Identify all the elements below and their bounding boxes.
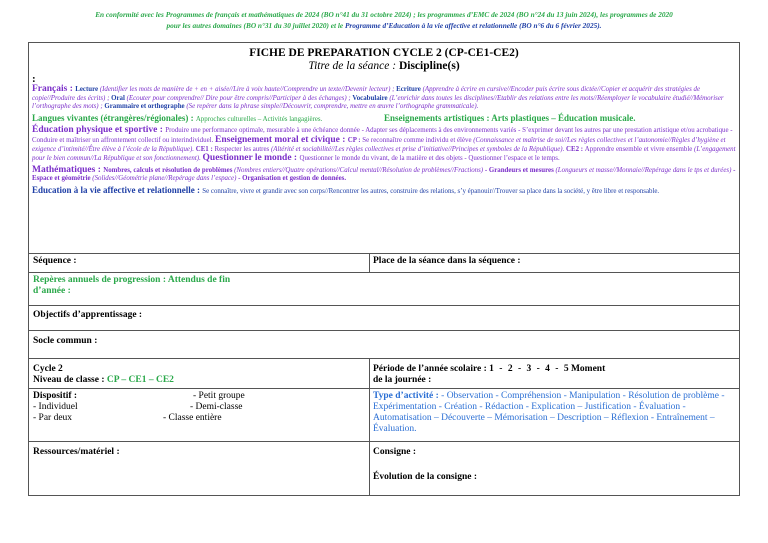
- sequence-field[interactable]: Séquence :: [33, 256, 77, 266]
- oral-label: Oral: [111, 94, 127, 102]
- oral-text: (Ecouter pour comprendre// Dire pour être compris//Participer à des échanges) ;: [126, 94, 353, 102]
- niveau-value: CP – CE1 – CE2: [106, 375, 174, 385]
- moment-label: Moment: [568, 364, 606, 374]
- grammaire-text: (Se repérer dans la phrase simple//Découvrir, comprendre, mettre en œuvre l’orthographe grammaticale).: [186, 103, 479, 111]
- socle-field[interactable]: Socle commun :: [33, 336, 98, 346]
- grammaire-label: Grammaire et orthographe: [104, 103, 187, 111]
- maths-nombres: Nombres, calculs et résolution de problèmes: [103, 166, 235, 174]
- row-ressources: [29, 441, 739, 496]
- consigne-label: Consigne :: [373, 447, 417, 457]
- maths-nombres-detail: (Nombres entiers//Quatre opérations//Calcul mental//Résolution de problèmes//Fractions): [234, 166, 484, 174]
- maths-paragraph: [32, 166, 736, 184]
- monde-text: Questionner le monde du vivant, de la matière et des objets - Questionner l’espace et le temps.: [299, 155, 560, 163]
- maths-espace: - Espace et géométrie: [32, 166, 736, 183]
- header-note-line2: pour les autres domaines (BO n°31 du 30 juillet 2020) et le: [166, 20, 345, 30]
- evar-paragraph: [32, 186, 736, 197]
- vocabulaire-label: Vocabulaire: [352, 94, 390, 102]
- evar-text: Se connaître, vivre et grandir avec son corps//Rencontrer les autres, construire des relations, s’y épanouir//Trouver sa place dans la société, y être libre et responsable.: [202, 187, 660, 195]
- dispositif-field: [29, 389, 369, 441]
- eps-emc-paragraph: [32, 126, 736, 163]
- periode-line2: de la journée :: [373, 375, 432, 385]
- dispositif-left-options: [33, 402, 78, 424]
- option-individuel[interactable]: - Individuel: [33, 402, 78, 412]
- row-cycle: [29, 358, 739, 388]
- maths-grandeurs: - Grandeurs et mesures: [483, 166, 556, 174]
- evar-label: Education à la vie affective et relationnelle :: [32, 184, 203, 195]
- row-dispositif: [29, 388, 739, 441]
- monde-label: Questionner le monde :: [202, 153, 300, 164]
- type-activite-values: - Observation - Compréhension - Manipulation - Résolution de problème - Expérimentation - Création - Rédaction - Explication – Justification - Évaluation - Automatisation – Découverte – Mémorisation – Description – Réflexion - Entraînement – Évaluation.: [373, 391, 725, 434]
- ecriture-text: (Apprendre à écrire en cursive//Encoder puis écrire sous dictée//Copier et acquérir des stratégies de copie//Produire des écrits) ;: [32, 86, 701, 102]
- lecture-label: Lecture: [75, 86, 100, 93]
- emc-label: Enseignement moral et civique :: [215, 134, 348, 145]
- row-reperes: [29, 272, 739, 305]
- cycle-field: [29, 359, 369, 388]
- objectifs-field[interactable]: Objectifs d’apprentissage :: [33, 310, 143, 320]
- page-title: FICHE DE PREPARATION CYCLE 2 (CP-CE1-CE2): [249, 47, 519, 59]
- emc-cp-detail: (Connaissance et maîtrise de soi//Les règles collectives et l’autonomie//Règles d’hygiène et exigence d’intimité//Être élève à l’école de la République).: [32, 136, 726, 153]
- reperes-field[interactable]: Repères annuels de progression : Attendus de fin d’année :: [33, 275, 231, 296]
- emc-cp-label: CP :: [347, 136, 363, 144]
- francais-label: Français :: [32, 84, 76, 94]
- header-note-line1: En conformité avec les Programmes de français et mathématiques de 2024 (BO n°41 du 31 octobre 2024) ; les programmes d’EMC de 2024 (BO n°24 du 13 juin 2024), les programmes de 2020: [95, 10, 673, 19]
- place-field[interactable]: Place de la séance dans la séquence :: [373, 256, 521, 266]
- niveau-label: Niveau de classe :: [33, 375, 107, 385]
- session-title-label: Titre de la séance :: [308, 60, 399, 72]
- option-par-deux[interactable]: - Par deux: [33, 413, 73, 423]
- lecture-text: (Identifier les mots de manière de + en + aisée//Lire à voix haute//Comprendre un texte//Devenir lecteur) ;: [99, 86, 397, 93]
- evolution-consigne-label: Évolution de la consigne :: [373, 472, 477, 482]
- header-note-evar: Programme d’Education à la vie affective et relationnelle (BO n°6 du 6 février 2025).: [344, 20, 602, 30]
- francais-paragraph: [32, 85, 736, 112]
- dispositif-label: Dispositif :: [33, 391, 78, 401]
- row-sequence: [29, 253, 739, 272]
- title-block: [29, 43, 739, 73]
- option-demi-classe[interactable]: - Demi-classe: [190, 402, 243, 412]
- langues-text: Approches culturelles – Activités langagières.: [195, 115, 323, 123]
- emc-ce2-detail: (L’engagement pour le bien commun//La République et son fonctionnement).: [32, 145, 736, 163]
- periode-values: 1 - 2 - 3 - 4 - 5: [489, 364, 569, 374]
- discipline-colon: :: [32, 73, 36, 85]
- cycle-label: Cycle 2: [33, 364, 63, 374]
- option-petit-groupe[interactable]: - Petit groupe: [193, 391, 245, 401]
- periode-label: Période de l’année scolaire :: [373, 364, 490, 374]
- session-title: [29, 60, 739, 73]
- arts-label: Enseignements artistiques : Arts plastiques – Éducation musicale.: [384, 112, 636, 123]
- option-classe-entiere[interactable]: - Classe entière: [163, 413, 222, 423]
- preparation-sheet: [28, 42, 740, 496]
- emc-ce2-label: CE2 :: [566, 145, 585, 153]
- consigne-field[interactable]: [369, 442, 741, 496]
- maths-grandeurs-detail: (Longueurs et masse//Monnaie//Repérage dans le tps et durées): [555, 166, 732, 174]
- discipline-label: Discipline(s): [398, 60, 460, 72]
- row-socle: [29, 330, 739, 358]
- maths-espace-detail: (Solides//Géométrie plane//Repérage dans l’espace): [92, 175, 237, 183]
- eps-text: Produire une performance optimale, mesurable à une échéance donnée - Adapter ses déplacements à des environnements variés - S’exprimer devant les autres par une prestation artistique et/ou acrobatique - Conduire et maîtriser un affrontement collectif ou interindividuel.: [32, 127, 733, 144]
- ecriture-label: Ecriture: [396, 86, 423, 93]
- header-note: [10, 10, 758, 31]
- emc-cp-text: Se reconnaître comme individu et élève: [362, 136, 474, 144]
- dispositif-right-options: [163, 391, 245, 424]
- periode-field[interactable]: [369, 359, 741, 388]
- ressources-field[interactable]: Ressources/matériel :: [33, 447, 120, 457]
- type-activite-label: Type d’activité :: [373, 391, 442, 401]
- emc-ce2-text: Apprendre ensemble et vivre ensemble: [584, 145, 695, 153]
- langues-label: Langues vivantes (étrangères/régionales) :: [32, 112, 196, 123]
- vocabulaire-text: (L’enrichir dans toutes les disciplines//Etablir des relations entre les mots//Réemployer le vocabulaire étudié//Mémoriser l’orthographe des mots) ;: [32, 94, 724, 111]
- eps-label: Éducation physique et sportive :: [32, 125, 166, 136]
- langues-arts-paragraph: [32, 114, 736, 125]
- emc-ce1-text: Respecter les autres: [214, 145, 271, 153]
- emc-ce1-detail: (Altérité et sociabilité//Les règles collectives et prise d’initiative//Principes et symboles de la République).: [270, 145, 567, 153]
- row-objectifs: [29, 305, 739, 330]
- programmes-block: [29, 85, 739, 197]
- maths-label: Mathématiques :: [32, 164, 104, 175]
- niveau-field: [33, 375, 365, 386]
- type-activite-field[interactable]: [369, 389, 741, 441]
- maths-organisation: - Organisation et gestion de données.: [236, 175, 347, 183]
- emc-ce1-label: CE1 :: [195, 145, 215, 153]
